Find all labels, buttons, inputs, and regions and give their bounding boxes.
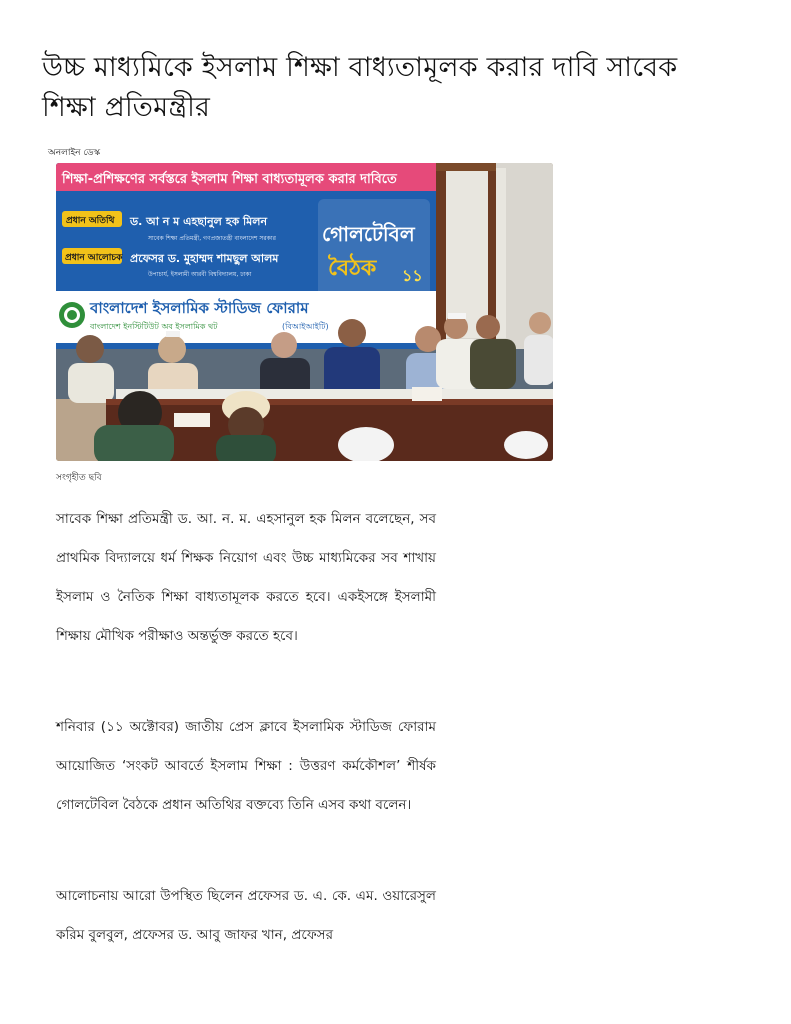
banner-top-line: শিক্ষা-প্রশিক্ষণের সর্বস্তরে ইসলাম শিক্ষা বাধ্যতামূলক করার দাবিতে [62, 172, 397, 187]
banner-event-title-2: বৈঠক [328, 256, 377, 281]
banner-chief-guest-title: সাবেক শিক্ষা প্রতিমন্ত্রী, গণপ্রজাতন্ত্রী বাংলাদেশ সরকার [148, 235, 276, 242]
banner-event-date: ১১ [402, 266, 423, 285]
banner-organizer-tag: (বিআইআইটি) [282, 322, 329, 331]
banner-main-speaker-title: উপাচার্য, ইসলামী আরবী বিশ্ববিদ্যালয়, ঢাকা [148, 271, 252, 278]
banner-event-title-1: গোলটেবিল [322, 222, 415, 246]
paragraph: শনিবার (১১ অক্টোবর) জাতীয় প্রেস ক্লাবে ইসলামিক স্টাডিজ ফোরাম আয়োজিত ‘সংকট আবর্তে ইসলাম শিক্ষা : উত্তরণ কর্মকৌশল’ শীর্ষক গোলটেবিল বৈঠকে প্রধান অতিথির বক্তব্যে তিনি এসব কথা বলেন। [56, 719, 436, 813]
banner-main-speaker-name: প্রফেসর ড. মুহাম্মদ শামছুল আলম [130, 252, 279, 265]
event-banner [56, 163, 436, 353]
banner-main-speaker-label: প্রধান আলোচক [65, 253, 123, 263]
paragraph: আলোচনায় আরো উপস্থিত ছিলেন প্রফেসর ড. এ. কে. এম. ওয়ারেসুল করিম বুলবুল, প্রফেসর ড. আবু জাফর খান, প্রফেসর [56, 888, 436, 943]
article-headline: উচ্চ মাধ্যমিকে ইসলাম শিক্ষা বাধ্যতামূলক করার দাবি সাবেক শিক্ষা প্রতিমন্ত্রীর [42, 52, 678, 123]
article-photo [56, 163, 553, 461]
byline: অনলাইন ডেস্ক [48, 148, 101, 158]
paragraph: সাবেক শিক্ষা প্রতিমন্ত্রী ড. আ. ন. ম. এহসানুল হক মিলন বলেছেন, সব প্রাথমিক বিদ্যালয়ে ধর্ম শিক্ষক নিয়োগ এবং উচ্চ মাধ্যমিকের সব শাখায় ইসলাম ও নৈতিক শিক্ষা বাধ্যতামূলক করতে হবে। একইসঙ্গে ইসলামী শিক্ষায় মৌখিক পরীক্ষাও অন্তর্ভুক্ত করতে হবে। [56, 511, 436, 644]
banner-organizer-sub: বাংলাদেশ ইনস্টিটিউট অব ইসলামিক থট [90, 322, 218, 331]
banner-organizer: বাংলাদেশ ইসলামিক স্টাডিজ ফোরাম [90, 299, 309, 317]
photo-caption: সংগৃহীত ছবি [56, 473, 102, 483]
banner-chief-guest-name: ড. আ ন ম এহছানুল হক মিলন [130, 215, 268, 228]
banner-chief-guest-label: প্রধান অতিথি [66, 216, 115, 226]
